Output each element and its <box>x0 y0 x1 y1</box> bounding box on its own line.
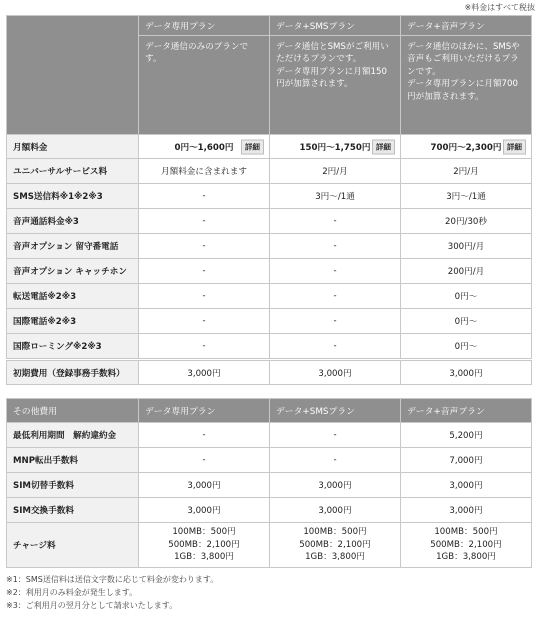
charge-line: 500MB：2,100円 <box>430 539 502 550</box>
footnotes <box>6 574 218 612</box>
detail-button-sms[interactable]: 詳細 <box>372 139 395 154</box>
table-cell: 200円/月 <box>401 259 532 284</box>
table-cell: 0円～ <box>401 334 532 359</box>
table-row <box>7 448 532 473</box>
table-cell: 3,000円 <box>139 361 270 385</box>
table-cell: 2円/月 <box>401 159 532 184</box>
row-label-monthly: 月額料金 <box>7 135 139 159</box>
plan-header-sms: データ+SMSプラン <box>270 16 401 36</box>
table-cell: - <box>270 284 401 309</box>
footnote: ※1：SMS送信料は送信文字数に応じて料金が変わります。 <box>6 575 219 584</box>
table-cell: 3,000円 <box>401 473 532 498</box>
table-cell: 20円/30秒 <box>401 209 532 234</box>
table-cell: - <box>270 309 401 334</box>
table-cell: 3,000円 <box>401 361 532 385</box>
table-row <box>7 498 532 523</box>
charge-line: 500MB：2,100円 <box>168 539 240 550</box>
table-row <box>7 284 532 309</box>
table-cell: 2円/月 <box>270 159 401 184</box>
table-cell: 3,000円 <box>270 498 401 523</box>
row-label: SMS送信料※1※2※3 <box>7 184 139 209</box>
price-value: 700円～2,300円 <box>430 142 502 153</box>
pricing-table <box>6 15 532 359</box>
row-label: ユニバーサルサービス料 <box>7 159 139 184</box>
charge-line: 500MB：2,100円 <box>299 539 371 550</box>
row-label: 国際ローミング※2※3 <box>7 334 139 359</box>
table-cell: 3円～/1通 <box>270 184 401 209</box>
monthly-price-sms <box>270 135 401 159</box>
row-label: SIM交換手数料 <box>7 498 139 523</box>
table-row <box>7 473 532 498</box>
other-cost-table <box>6 398 532 568</box>
monthly-price-voice <box>401 135 532 159</box>
price-value: 150円～1,750円 <box>299 142 371 153</box>
table-cell: 0円～ <box>401 309 532 334</box>
table-cell: 7,000円 <box>401 448 532 473</box>
row-label: 音声オプション キャッチホン <box>7 259 139 284</box>
detail-button-data[interactable]: 詳細 <box>241 139 264 154</box>
table-cell: 0円～ <box>401 284 532 309</box>
table-cell: - <box>270 423 401 448</box>
table-cell: - <box>270 234 401 259</box>
table-cell: - <box>139 259 270 284</box>
table-cell: 3,000円 <box>401 498 532 523</box>
detail-button-voice[interactable]: 詳細 <box>503 139 526 154</box>
plan-header-voice: データ+音声プラン <box>401 399 532 423</box>
table-cell: 月額料金に含まれます <box>139 159 270 184</box>
table-cell: - <box>139 423 270 448</box>
plan-desc-data: データ通信のみのプランです。 <box>139 36 270 135</box>
charge-line: 100MB：500円 <box>434 527 498 538</box>
table-cell: - <box>270 334 401 359</box>
table-cell: - <box>139 284 270 309</box>
charge-cell-voice <box>401 523 532 568</box>
row-label: 転送電話※2※3 <box>7 284 139 309</box>
charge-line: 1GB：3,800円 <box>305 552 365 563</box>
charge-cell-sms <box>270 523 401 568</box>
row-label: 音声オプション 留守番電話 <box>7 234 139 259</box>
footnote: ※2：利用月のみ料金が発生します。 <box>6 587 138 597</box>
table-cell: 3,000円 <box>270 473 401 498</box>
table-cell: 3,000円 <box>270 361 401 385</box>
corner-cell <box>7 16 139 135</box>
table-row <box>7 184 532 209</box>
footnote: ※3：ご利用月の翌月分として請求いたします。 <box>6 600 178 610</box>
table-cell: - <box>139 309 270 334</box>
plan-header-voice: データ+音声プラン <box>401 16 532 36</box>
table-row <box>7 159 532 184</box>
row-label: 最低利用期間 解約違約金 <box>7 423 139 448</box>
row-label: 国際電話※2※3 <box>7 309 139 334</box>
table-row <box>7 209 532 234</box>
table-row <box>7 259 532 284</box>
table-cell: - <box>139 234 270 259</box>
initial-cost-table <box>6 360 532 385</box>
table-cell: - <box>270 448 401 473</box>
table-cell: 3,000円 <box>139 473 270 498</box>
table-row <box>7 423 532 448</box>
charge-cell-data <box>139 523 270 568</box>
charge-line: 1GB：3,800円 <box>436 552 496 563</box>
monthly-price-data <box>139 135 270 159</box>
row-label-initial: 初期費用（登録事務手数料） <box>7 361 139 385</box>
table-cell: - <box>139 448 270 473</box>
row-label: 音声通話料金※3 <box>7 209 139 234</box>
table-row <box>7 334 532 359</box>
table-cell: - <box>270 259 401 284</box>
charge-line: 100MB：500円 <box>172 527 236 538</box>
table-cell: 3,000円 <box>139 498 270 523</box>
row-label-charge: チャージ料 <box>7 523 139 568</box>
table-row <box>7 234 532 259</box>
table-cell: 300円/月 <box>401 234 532 259</box>
row-label: MNP転出手数料 <box>7 448 139 473</box>
plan-desc-sms: データ通信とSMSがご利用いただけるプランです。 データ専用プランに月額150円が加算されます。 <box>270 36 401 135</box>
table-cell: - <box>139 184 270 209</box>
price-value: 0円～1,600円 <box>174 142 234 153</box>
plan-header-sms: データ+SMSプラン <box>270 399 401 423</box>
plan-header-data: データ専用プラン <box>139 16 270 36</box>
other-header: その他費用 <box>7 399 139 423</box>
table-cell: 5,200円 <box>401 423 532 448</box>
table-cell: - <box>139 334 270 359</box>
charge-line: 100MB：500円 <box>303 527 367 538</box>
table-cell: 3円～/1通 <box>401 184 532 209</box>
plan-desc-voice: データ通信のほかに、SMSや音声もご利用いただけるプランです。 データ専用プランに月額700円が加算されます。 <box>401 36 532 135</box>
charge-line: 1GB：3,800円 <box>174 552 234 563</box>
table-cell: - <box>139 209 270 234</box>
plan-header-data: データ専用プラン <box>139 399 270 423</box>
table-row <box>7 309 532 334</box>
tax-note: ※料金はすべて税抜 <box>464 3 535 12</box>
row-label: SIM切替手数料 <box>7 473 139 498</box>
table-cell: - <box>270 209 401 234</box>
